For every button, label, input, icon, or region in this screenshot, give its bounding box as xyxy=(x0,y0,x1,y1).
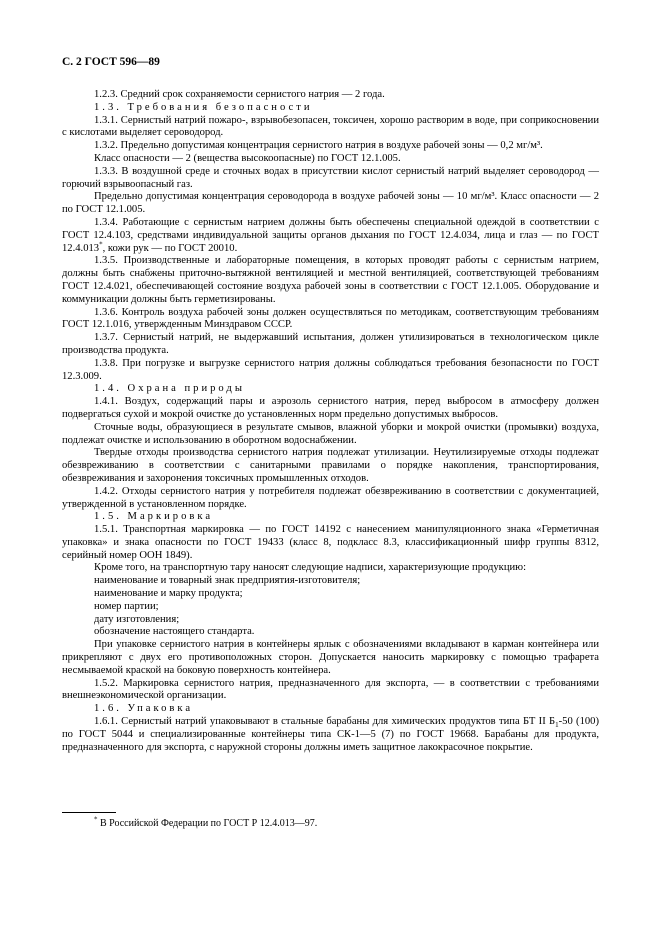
clause-1-5-1-containers: При упаковке сернистого натрия в контейнеры ярлык с обозначениями вкладывают в карман контейнера или прикрепляют с двух его противоположных сторон. Допускается наносить маркировку с помощью трафарета несмываемой краской на боковую поверхность контейнера. xyxy=(62,639,599,676)
clause-1-3-3: 1.3.3. В воздушной среде и сточных водах в присутствии кислот сернистый натрий выделяет сероводород — горючий взрывоопасный газ. xyxy=(62,165,599,190)
clause-1-3-6: 1.3.6. Контроль воздуха рабочей зоны должен осуществляться по методикам, соответствующим требованиям ГОСТ 12.1.016, утвержденным Минздравом СССР. xyxy=(62,306,599,331)
list-item: дату изготовления; xyxy=(94,613,180,625)
footnote xyxy=(94,815,318,829)
clause-1-4-2: 1.4.2. Отходы сернистого натрия у потребителя подлежат обезвреживанию в соответствии с документацией, утвержденной в установленном порядке. xyxy=(62,485,599,510)
clause-1-5-2: 1.5.2. Маркировка сернистого натрия, предназначенного для экспорта, — в соответствии с требованиями внешнеэкономической организации. xyxy=(62,677,599,702)
clause-1-3-5: 1.3.5. Производственные и лабораторные помещения, в которых проводят работы с сернистым натрием, должны быть снабжены приточно-вытяжной вентиляцией и местной вентиляцией, соответствующей требованиям ГОСТ 12.4.021, обеспечивающей состояние воздуха рабочей зоны в соответствии с ГОСТ 12.1.005. Оборудование и коммуникации должны быть герметизированы. xyxy=(62,255,599,305)
clause-1-3-4: 1.3.4. Работающие с сернистым натрием должны быть обеспечены специальной одеждой в соответствии с ГОСТ 12.4.103, средствами индивидуальной защиты органов дыхания по ГОСТ 12.4.034, лица и глаз — по ГОСТ 12.4.013*, кожи рук — по ГОСТ 20010. xyxy=(62,216,599,254)
clause-1-4-1-solid-waste: Твердые отходы производства сернистого натрия подлежат утилизации. Неутилизируемые отходы подлежат обезвреживанию в соответствии с санитарными правилами о порядке накопления, транспортирования, обезвреживания и захоронения токсичных промышленных отходов. xyxy=(62,447,599,484)
clause-1-2-3: 1.2.3. Средний срок сохраняемости сернистого натрия — 2 года. xyxy=(94,89,385,100)
section-heading-1-6: 1.6. Упаковка xyxy=(94,703,194,715)
section-heading-1-4: 1.4. Охрана природы xyxy=(94,383,245,395)
section-heading-1-3: 1.3. Требования безопасности xyxy=(94,101,313,113)
footnote-mark: * xyxy=(94,815,98,824)
clause-1-3-3-limit: Предельно допустимая концентрация сероводорода в воздухе рабочей зоны — 10 мг/м³. Класс опасности — 2 по ГОСТ 12.1.005. xyxy=(62,191,599,216)
footnote-divider xyxy=(62,812,116,813)
clause-1-3-7: 1.3.7. Сернистый натрий, не выдержавший испытания, должен утилизироваться в технологическом цикле производства продукта. xyxy=(62,332,599,356)
clause-1-3-2: 1.3.2. Предельно допустимая концентрация сернистого натрия в воздухе рабочей зоны — 0,2 мг/м³. xyxy=(94,140,543,152)
list-item: номер партии; xyxy=(94,600,159,612)
list-item: наименование и товарный знак предприятия-изготовителя; xyxy=(94,575,361,587)
section-heading-1-5: 1.5. Маркировка xyxy=(94,511,214,523)
clause-1-5-1-inscriptions: Кроме того, на транспортную тару наносят следующие надписи, характеризующие продукцию: xyxy=(94,562,527,574)
list-item: обозначение настоящего стандарта. xyxy=(94,626,255,638)
page-header: С. 2 ГОСТ 596—89 xyxy=(62,56,160,68)
clause-1-3-1: 1.3.1. Сернистый натрий пожаро-, взрывобезопасен, токсичен, хорошо растворим в воде, при соприкосновении с кислотами выделяет сероводород. xyxy=(62,114,599,139)
clause-1-4-1-wastewater: Сточные воды, образующиеся в результате смывов, влажной уборки и мокрой очистки (промывки) воздуха, подлежат очистке и использованию в оборотном водоснабжении. xyxy=(62,421,599,446)
clause-1-3-8: 1.3.8. При погрузке и выгрузке сернистого натрия должны соблюдаться требования безопасности по ГОСТ 12.3.009. xyxy=(62,357,599,382)
list-item: наименование и марку продукта; xyxy=(94,588,243,600)
clause-1-4-1: 1.4.1. Воздух, содержащий пары и аэрозоль сернистого натрия, перед выбросом в атмосферу должен подвергаться сухой и мокрой очистке до установленных норм предельно допустимых выбросов. xyxy=(62,396,599,420)
footnote-text: В Российской Федерации по ГОСТ Р 12.4.013—97. xyxy=(100,818,318,829)
clause-1-5-1: 1.5.1. Транспортная маркировка — по ГОСТ 14192 с нанесением манипуляционного знака «Герметичная упаковка» и знака опасности по ГОСТ 19433 (класс 8, подкласс 8.3, классификационный шифр группы 8312, серийный номер ООН 1849). xyxy=(62,524,599,561)
footnote-reference: * xyxy=(99,240,103,249)
document-body xyxy=(62,89,599,754)
clause-1-3-2-class: Класс опасности — 2 (вещества высокоопасные) по ГОСТ 12.1.005. xyxy=(94,152,401,164)
clause-1-6-1: 1.6.1. Сернистый натрий упаковывают в стальные барабаны для химических продуктов типа БТ II $Б_1-50$ (100) по ГОСТ 5044 и специализированные контейнеры типа СК-1—5 (7) по ГОСТ 19668. Барабаны для продукта, предназначенного для экспорта, с наружной стороны должны иметь защитное лакокрасочное покрытие. xyxy=(62,716,599,753)
